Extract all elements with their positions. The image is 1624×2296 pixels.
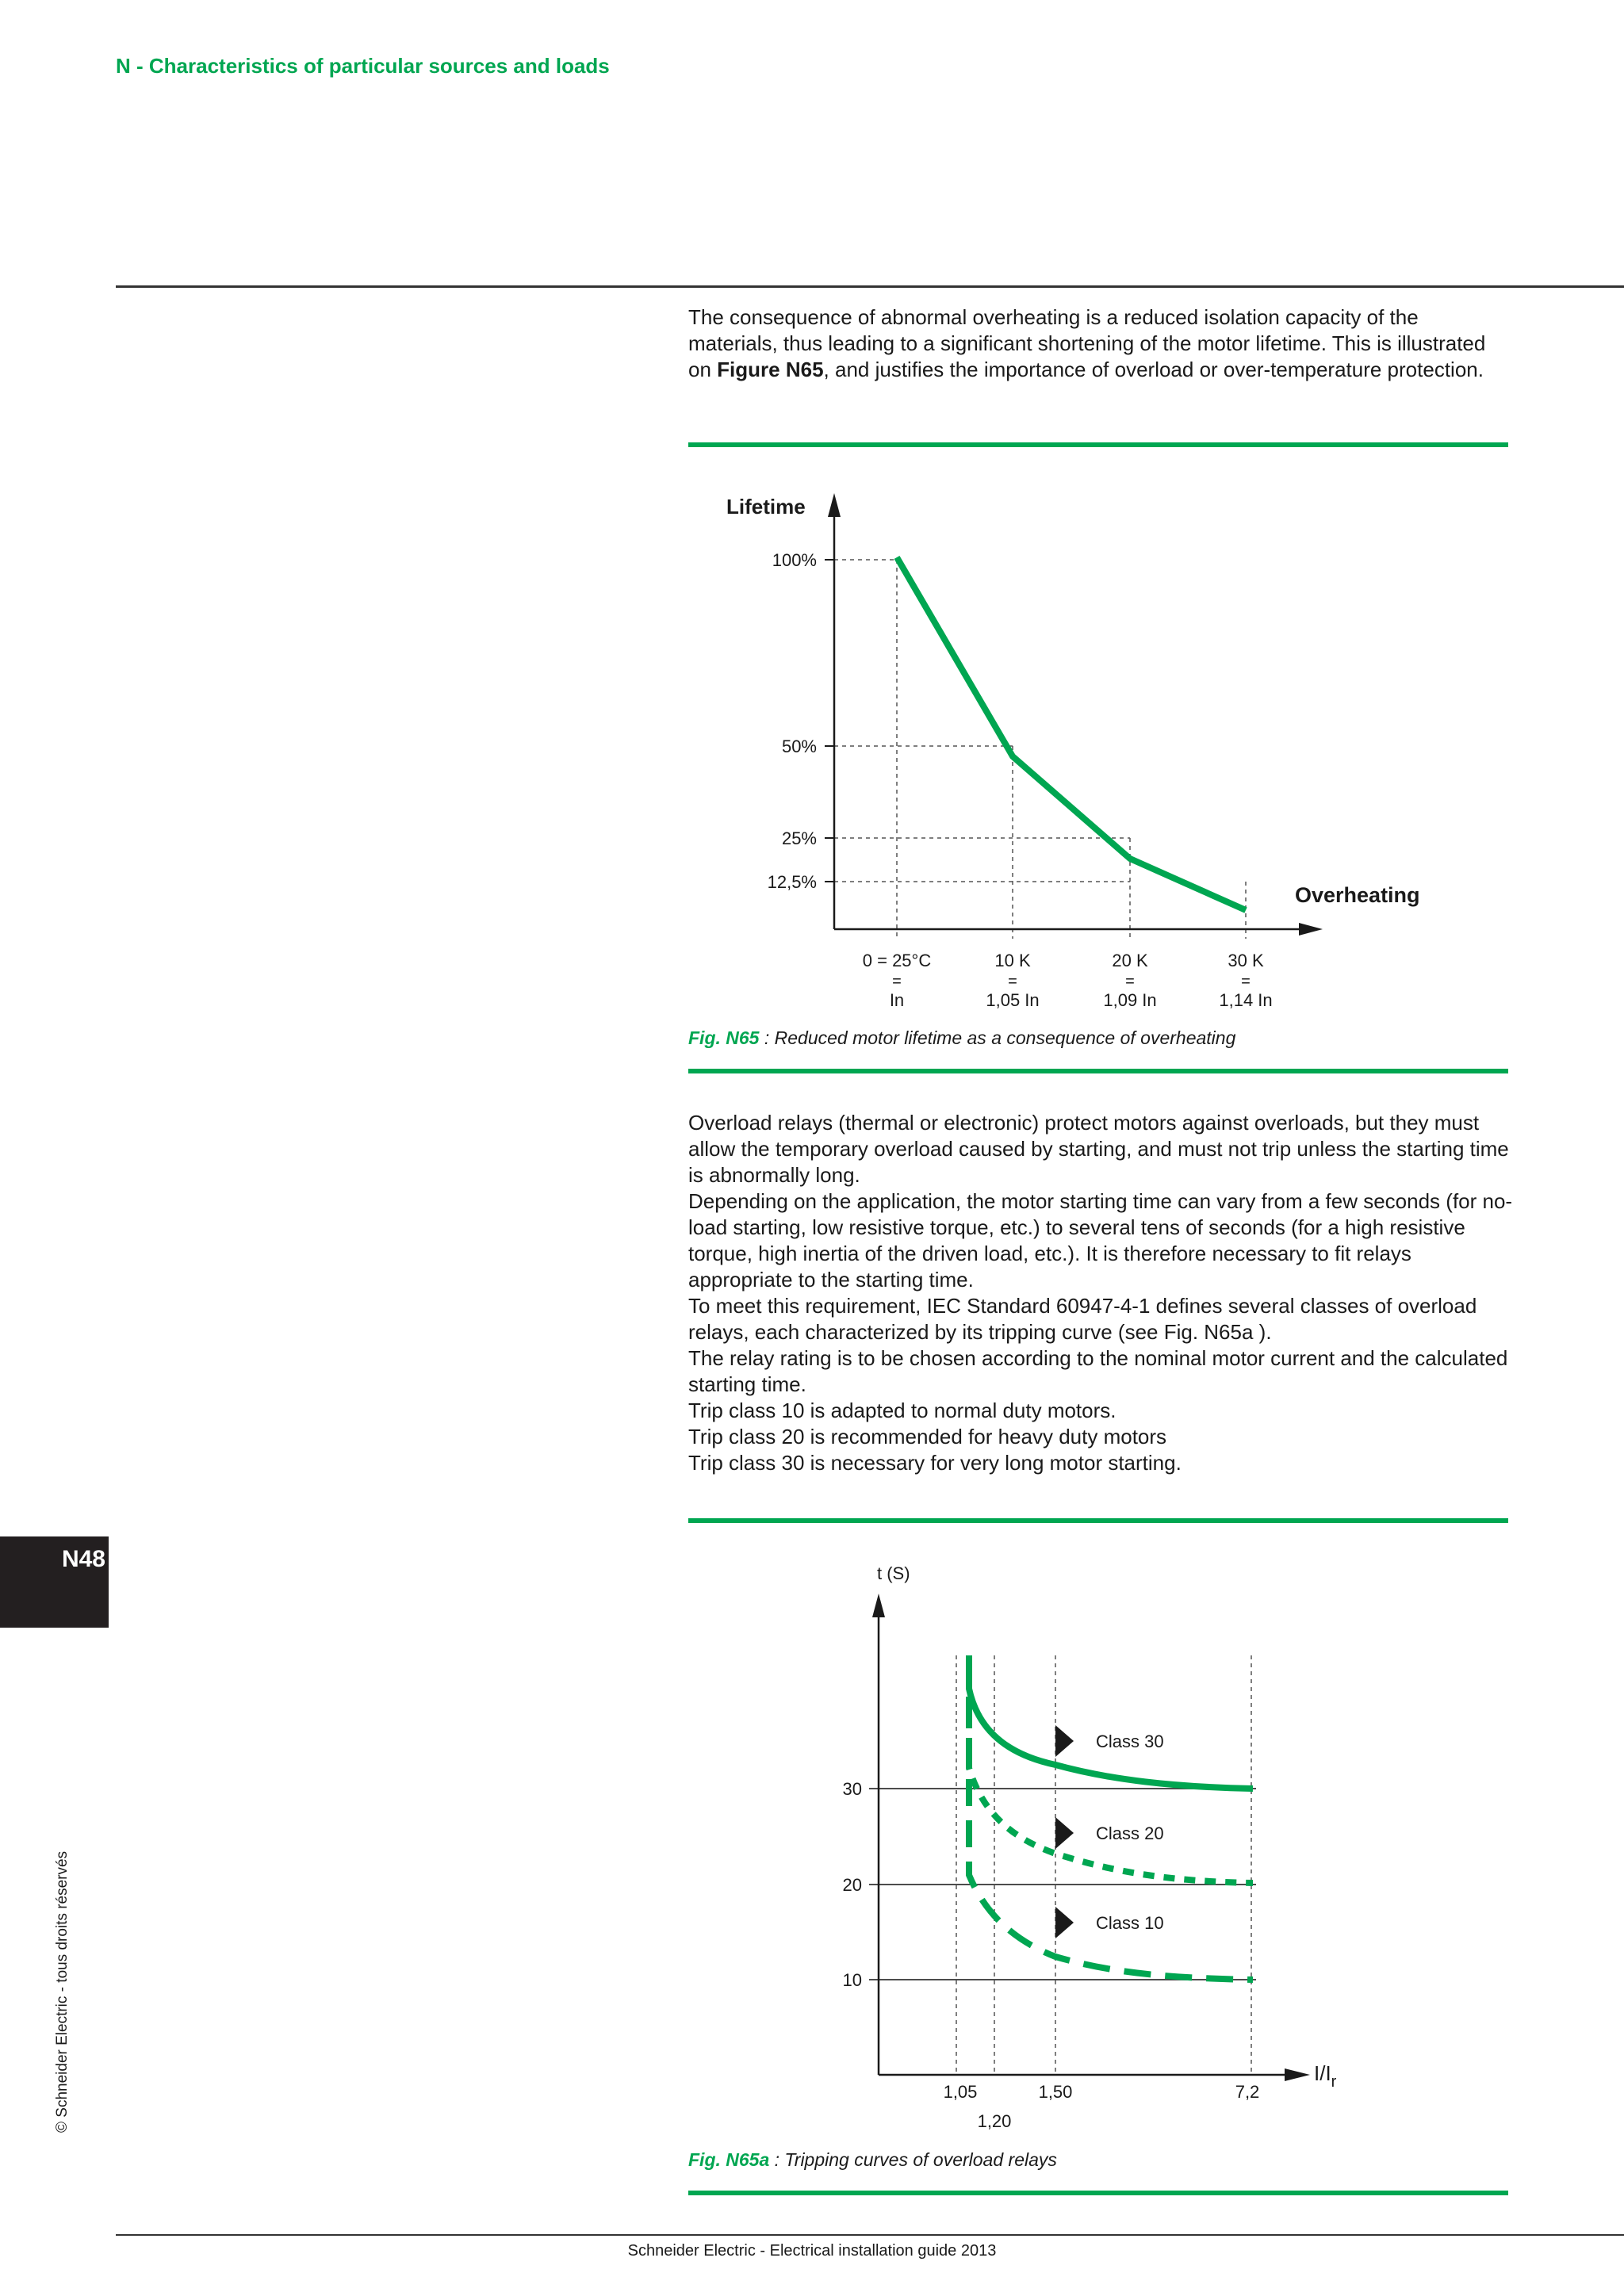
tripping-y-arrow <box>872 1594 885 1617</box>
tripping-curve-class-10 <box>969 1655 1253 1980</box>
lifetime-x-tick-label: 30 K <box>1228 951 1264 970</box>
footer-divider <box>116 2234 1624 2236</box>
tripping-y-tick-label: 20 <box>842 1875 862 1895</box>
tripping-x-arrow <box>1285 2068 1310 2081</box>
lifetime-y-axis-label: Lifetime <box>726 495 806 519</box>
lifetime-x-tick-label: 10 K <box>994 951 1031 970</box>
tripping-x-axis-label-main: I/I <box>1314 2061 1331 2085</box>
tripping-x-tick-label: 7,2 <box>1235 2082 1260 2102</box>
lifetime-y-tick-label: 50% <box>781 737 817 756</box>
lifetime-x-axis-label: Overheating <box>1295 883 1420 907</box>
figure-n65-label: Fig. N65 <box>688 1027 760 1048</box>
lifetime-x-tick-equals: = <box>892 973 902 990</box>
figure-n65-bottom-rule <box>688 1069 1508 1073</box>
tripping-x-axis-label <box>1314 2061 1337 2091</box>
series-pointer-icon <box>1055 1817 1074 1849</box>
intro-text-after: , and justifies the importance of overload or over-temperature protection. <box>823 358 1484 381</box>
paragraph: Trip class 30 is necessary for very long motor starting. <box>688 1451 1182 1475</box>
tripping-x-tick-label: 1,20 <box>977 2111 1012 2131</box>
figure-n65a-bottom-rule <box>688 2191 1508 2195</box>
lifetime-x-tick-label: 20 K <box>1112 951 1148 970</box>
paragraph: Overload relays (thermal or electronic) protect motors against overloads, but they must allow the temporary overload caused by starting, and must not trip unless the starting time is abnormally long. <box>688 1111 1509 1187</box>
figure-n65-text: : Reduced motor lifetime as a consequence of overheating <box>759 1027 1236 1048</box>
lifetime-y-tick-label: 25% <box>781 828 817 848</box>
intro-paragraph <box>688 304 1513 383</box>
lifetime-y-tick-label: 100% <box>772 550 817 570</box>
paragraph: The relay rating is to be chosen according to the nominal motor current and the calculated starting time. <box>688 1346 1508 1396</box>
lifetime-x-tick-equals: = <box>1008 973 1017 990</box>
lifetime-y-tick-label: 12,5% <box>767 872 817 892</box>
page-footer: Schneider Electric - Electrical installation guide 2013 <box>627 2242 997 2260</box>
paragraph: Depending on the application, the motor starting time can vary from a few seconds (for no-load starting, low resistive torque, etc.) to several tens of seconds (for a high resistive torque, high inertia of the driven load, etc.). It is therefore necessary to fit relays appropriate to the starting time. <box>688 1189 1513 1292</box>
tripping-y-tick-label: 30 <box>842 1779 862 1799</box>
series-pointer-icon <box>1055 1725 1074 1757</box>
tripping-y-axis-label: t (S) <box>877 1563 910 1583</box>
lifetime-x-tick-current: In <box>889 990 905 1010</box>
paragraph: To meet this requirement, IEC Standard 60947-4-1 defines several classes of overload relays, each characterized by its tripping curve (see Fig. N65a ). <box>688 1294 1477 1344</box>
figure-n65-top-rule <box>688 442 1508 447</box>
lifetime-x-arrow <box>1299 923 1323 936</box>
body-paragraphs <box>688 1110 1513 1476</box>
lifetime-y-arrow <box>828 493 841 517</box>
copyright-notice: © Schneider Electric - tous droits réservés <box>54 1850 71 2133</box>
lifetime-x-tick-equals: = <box>1241 973 1251 990</box>
tripping-series-label: Class 10 <box>1096 1913 1164 1933</box>
lifetime-x-tick-current: 1,09 In <box>1103 990 1157 1010</box>
lifetime-x-tick-equals: = <box>1125 973 1135 990</box>
tripping-curve-class-20 <box>969 1655 1253 1883</box>
figure-n65a-label: Fig. N65a <box>688 2149 770 2170</box>
tripping-curve-class-30 <box>969 1655 1253 1789</box>
figure-reference: Figure N65 <box>717 358 824 381</box>
page-number-tab: N48 <box>0 1536 109 1628</box>
figure-n65-caption <box>688 1027 1235 1049</box>
tripping-series-label: Class 20 <box>1096 1823 1164 1843</box>
lifetime-x-tick-current: 1,14 In <box>1219 990 1273 1010</box>
figure-n65a-top-rule <box>688 1518 1508 1523</box>
page-header-title: N - Characteristics of particular sources and loads <box>116 54 610 78</box>
tripping-x-tick-label: 1,50 <box>1038 2082 1073 2102</box>
tripping-x-axis-label-sub: r <box>1331 2073 1337 2091</box>
tripping-y-tick-label: 10 <box>842 1970 862 1990</box>
intro-text-before: The consequence of abnormal overheating is a reduced isolation capacity of the materials, thus leading to a significant shortening of the motor lifetime. This is illustrated on <box>688 305 1486 381</box>
lifetime-x-tick-label: 0 = 25°C <box>862 951 932 970</box>
series-pointer-icon <box>1055 1907 1074 1938</box>
figure-n65a-caption <box>688 2149 1057 2171</box>
tripping-series-label: Class 30 <box>1096 1732 1164 1751</box>
paragraph: Trip class 20 is recommended for heavy duty motors <box>688 1425 1167 1448</box>
header-divider <box>116 285 1624 288</box>
lifetime-x-tick-current: 1,05 In <box>986 990 1040 1010</box>
figure-n65a-text: : Tripping curves of overload relays <box>769 2149 1057 2170</box>
paragraph: Trip class 10 is adapted to normal duty motors. <box>688 1399 1116 1422</box>
lifetime-series-line <box>897 557 1246 910</box>
tripping-x-tick-label: 1,05 <box>943 2082 978 2102</box>
